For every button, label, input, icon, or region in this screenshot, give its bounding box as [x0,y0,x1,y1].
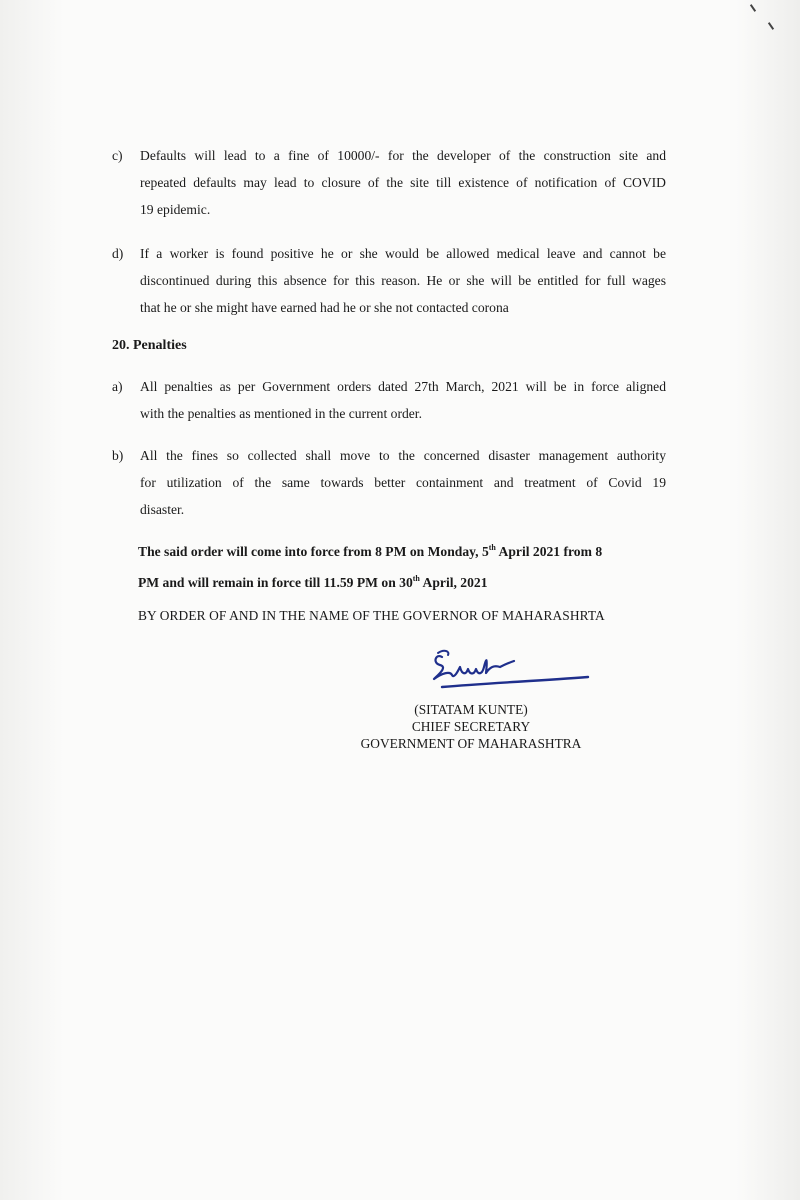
order-line: BY ORDER OF AND IN THE NAME OF THE GOVERNOR OF MAHARASHRTA [138,608,605,623]
text-line: discontinued during this absence for this reason. He or she will be entitled for full wages [140,273,666,288]
clause-label: c) [112,148,123,163]
text-line: repeated defaults may lead to closure of the site till existence of notification of COVID [140,175,666,190]
clause-label: a) [112,379,123,394]
text-line [138,565,658,596]
signature-image [428,645,598,695]
superscript: th [412,574,420,583]
clause-label: d) [112,246,124,261]
text-run: PM and will remain in force till 11.59 PM on 30 [138,575,413,590]
signatory-name: (SITATAM KUNTE) [414,702,528,717]
superscript: th [488,543,496,552]
text-run: The said order will come into force from 8 PM on Monday, 5 [138,544,489,559]
clause-text [140,142,666,223]
text-line: If a worker is found positive he or she would be allowed medical leave and cannot be [140,246,666,261]
scan-mark [768,22,774,30]
text-run: April, 2021 [419,575,488,590]
clause-text [140,442,666,523]
section-heading: 20. Penalties [112,338,187,353]
signature-stroke [438,651,448,655]
text-line: with the penalties as mentioned in the current order. [140,406,422,421]
signatory-office: GOVERNMENT OF MAHARASHTRA [360,736,582,751]
clause-label: b) [112,448,124,463]
text-line: All the fines so collected shall move to the concerned disaster management authority [140,448,666,463]
text-line [138,534,658,565]
signature-underline [442,677,588,687]
text-line: 19 epidemic. [140,202,211,217]
scan-mark [750,4,756,12]
text-run: April 2021 from 8 [495,544,603,559]
clause-text [140,240,666,321]
signatory-block [330,701,612,752]
text-line: disaster. [140,502,185,517]
signature-stroke [434,656,514,679]
force-statement [138,534,658,596]
text-line: Defaults will lead to a fine of 10000/- for the developer of the construction site and [140,148,666,163]
signatory-title: CHIEF SECRETARY [411,719,531,734]
clause-text [140,373,666,427]
text-line: All penalties as per Government orders dated 27th March, 2021 will be in force aligned [140,379,666,394]
text-line: for utilization of the same towards better containment and treatment of Covid 19 [140,475,666,490]
text-line: that he or she might have earned had he or she not contacted corona [140,300,509,315]
